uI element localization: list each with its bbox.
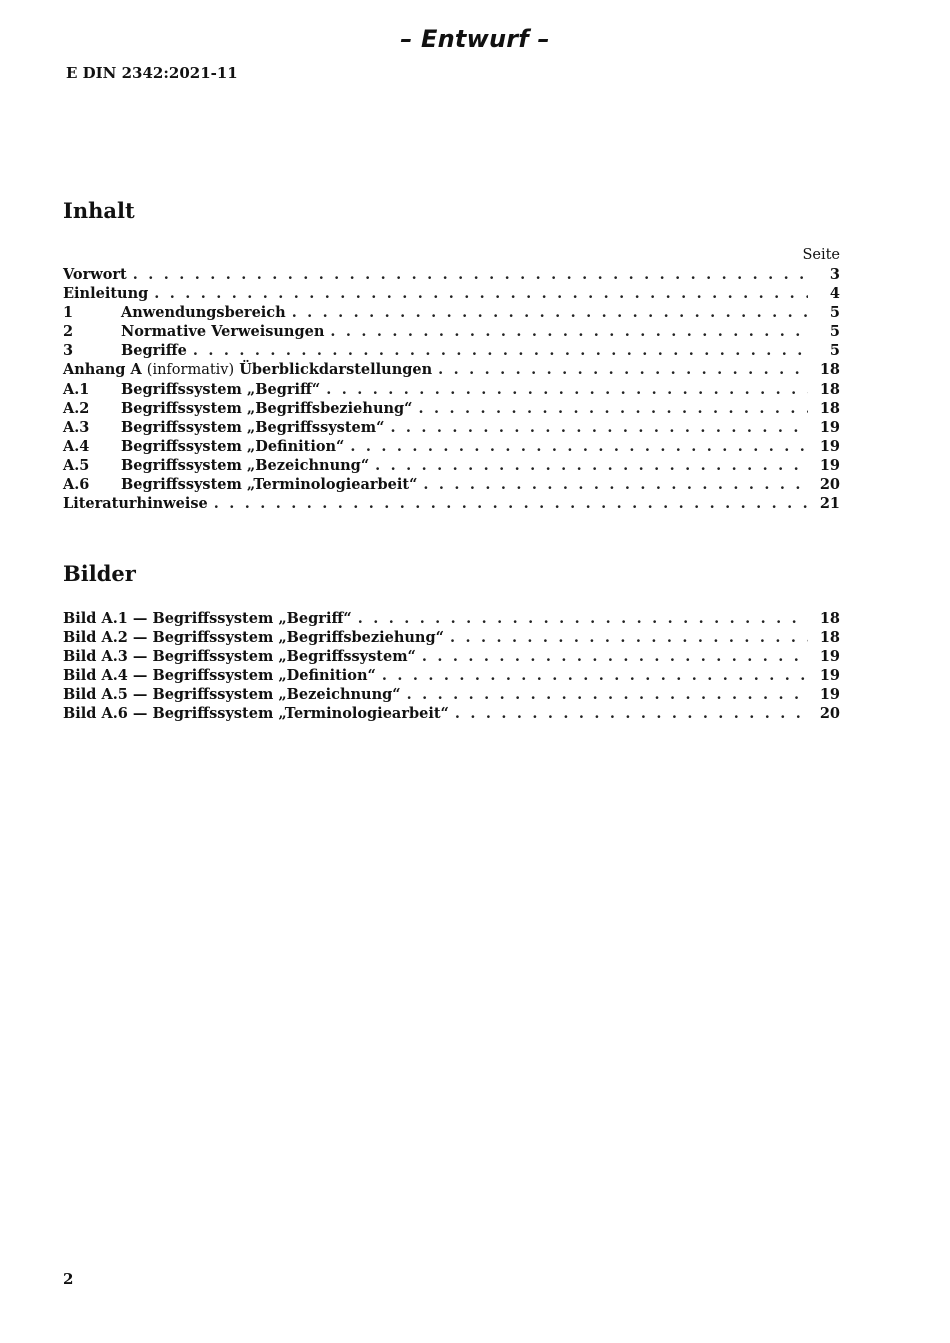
leader-dots <box>422 647 808 666</box>
toc-entry-title: Anwendungsbereich <box>121 304 286 322</box>
figures-heading: Bilder <box>63 561 136 586</box>
table-of-contents <box>63 246 840 513</box>
toc-entry-title: Begriffssystem „Terminologiearbeit“ <box>121 476 418 494</box>
toc-entry-vorwort[interactable] <box>63 265 840 284</box>
toc-entry-title: Begriffssystem „Begriffssystem“ <box>121 418 385 436</box>
figure-entry-a4[interactable] <box>63 666 840 685</box>
toc-entry-a2[interactable] <box>63 399 840 418</box>
annex-label: Anhang A <box>63 361 142 379</box>
toc-entry-title: Einleitung <box>63 285 149 303</box>
figure-entry-a5[interactable] <box>63 685 840 704</box>
toc-entry-title: Literaturhinweise <box>63 495 208 513</box>
toc-entry-page: 3 <box>829 266 840 283</box>
toc-entry-title: Begriffe <box>121 342 187 360</box>
figure-entry-page: 18 <box>819 629 840 647</box>
page-column-label: Seite <box>802 247 840 263</box>
toc-entry-number: A.5 <box>63 456 90 474</box>
toc-entry-2[interactable] <box>63 322 840 341</box>
toc-entry-annex-a[interactable] <box>63 360 840 379</box>
figure-entry-title: Bild A.4 — Begriffssystem „Definition“ <box>63 667 376 685</box>
figure-entry-title: Bild A.2 — Begriffssystem „Begriffsbeziehung“ <box>63 629 444 647</box>
toc-entry-page: 18 <box>819 380 840 398</box>
toc-entry-page: 5 <box>829 323 840 341</box>
document-id: E DIN 2342:2021-11 <box>66 64 238 82</box>
toc-entry-a6[interactable] <box>63 475 840 494</box>
leader-dots <box>455 704 808 723</box>
leader-dots <box>214 494 808 513</box>
toc-entry-page: 18 <box>819 399 840 417</box>
leader-dots <box>326 380 808 399</box>
toc-entry-number: A.6 <box>63 476 90 494</box>
toc-entry-page: 20 <box>819 476 840 494</box>
figure-entry-page: 19 <box>819 648 840 666</box>
figure-entry-title: Bild A.5 — Begriffssystem „Bezeichnung“ <box>63 686 401 704</box>
toc-entry-page: 4 <box>829 285 840 303</box>
leader-dots <box>375 456 808 475</box>
leader-dots <box>390 418 807 437</box>
list-of-figures <box>63 609 840 724</box>
annex-qualifier: (informativ) <box>146 362 235 379</box>
leader-dots <box>382 666 808 685</box>
toc-entry-number: A.2 <box>63 399 90 417</box>
toc-entry-page: 21 <box>819 495 840 513</box>
leader-dots <box>133 265 808 284</box>
figure-entry-page: 20 <box>819 705 840 723</box>
leader-dots <box>193 341 808 360</box>
leader-dots <box>358 609 808 628</box>
annex-title: Überblickdarstellungen <box>239 361 433 379</box>
figure-entry-page: 18 <box>819 610 840 627</box>
toc-entry-3[interactable] <box>63 341 840 360</box>
toc-entry-title: Begriffssystem „Begriffsbeziehung“ <box>121 399 413 417</box>
toc-entry-number: A.3 <box>63 418 90 436</box>
leader-dots <box>350 437 807 456</box>
toc-entry-page: 5 <box>829 342 840 360</box>
toc-entry-title <box>63 360 432 380</box>
toc-entry-number: 2 <box>63 323 74 341</box>
toc-entry-title: Begriffssystem „Begriff“ <box>121 380 321 398</box>
toc-entry-number: 1 <box>63 304 74 322</box>
toc-entry-page: 19 <box>819 456 840 474</box>
toc-entry-a4[interactable] <box>63 437 840 456</box>
toc-entry-page: 18 <box>819 361 840 379</box>
leader-dots <box>154 284 808 303</box>
figure-entry-a1[interactable] <box>63 609 840 628</box>
toc-entry-number: 3 <box>63 342 74 360</box>
figure-entry-a6[interactable] <box>63 704 840 723</box>
figure-entry-page: 19 <box>819 686 840 704</box>
draft-watermark: – Entwurf – <box>400 25 550 53</box>
toc-entry-title: Normative Verweisungen <box>121 323 325 341</box>
figure-entry-title: Bild A.6 — Begriffssystem „Terminologiearbeit“ <box>63 705 449 723</box>
leader-dots <box>292 303 808 322</box>
toc-entry-title: Begriffssystem „Bezeichnung“ <box>121 456 370 474</box>
toc-entry-a5[interactable] <box>63 456 840 475</box>
contents-heading: Inhalt <box>63 198 135 223</box>
toc-entry-number: A.1 <box>63 380 90 398</box>
leader-dots <box>330 322 808 341</box>
toc-entry-page: 19 <box>819 437 840 455</box>
toc-entry-einleitung[interactable] <box>63 284 840 303</box>
leader-dots <box>407 685 808 704</box>
toc-entry-a1[interactable] <box>63 380 840 399</box>
toc-entry-1[interactable] <box>63 303 840 322</box>
page-number: 2 <box>63 1270 74 1288</box>
figure-entry-a3[interactable] <box>63 647 840 666</box>
leader-dots <box>419 399 808 418</box>
toc-entry-title: Vorwort <box>63 266 127 283</box>
toc-entry-title: Begriffssystem „Definition“ <box>121 437 345 455</box>
toc-entry-literaturhinweise[interactable] <box>63 494 840 513</box>
figure-entry-a2[interactable] <box>63 628 840 647</box>
leader-dots <box>438 360 808 379</box>
toc-entry-page: 5 <box>829 304 840 322</box>
toc-entry-a3[interactable] <box>63 418 840 437</box>
toc-entry-page: 19 <box>819 418 840 436</box>
toc-entry-number: A.4 <box>63 437 90 455</box>
leader-dots <box>450 628 808 647</box>
leader-dots <box>423 475 807 494</box>
figure-entry-page: 19 <box>819 667 840 685</box>
figure-entry-title: Bild A.1 — Begriffssystem „Begriff“ <box>63 610 352 627</box>
figure-entry-title: Bild A.3 — Begriffssystem „Begriffssystem“ <box>63 648 416 666</box>
